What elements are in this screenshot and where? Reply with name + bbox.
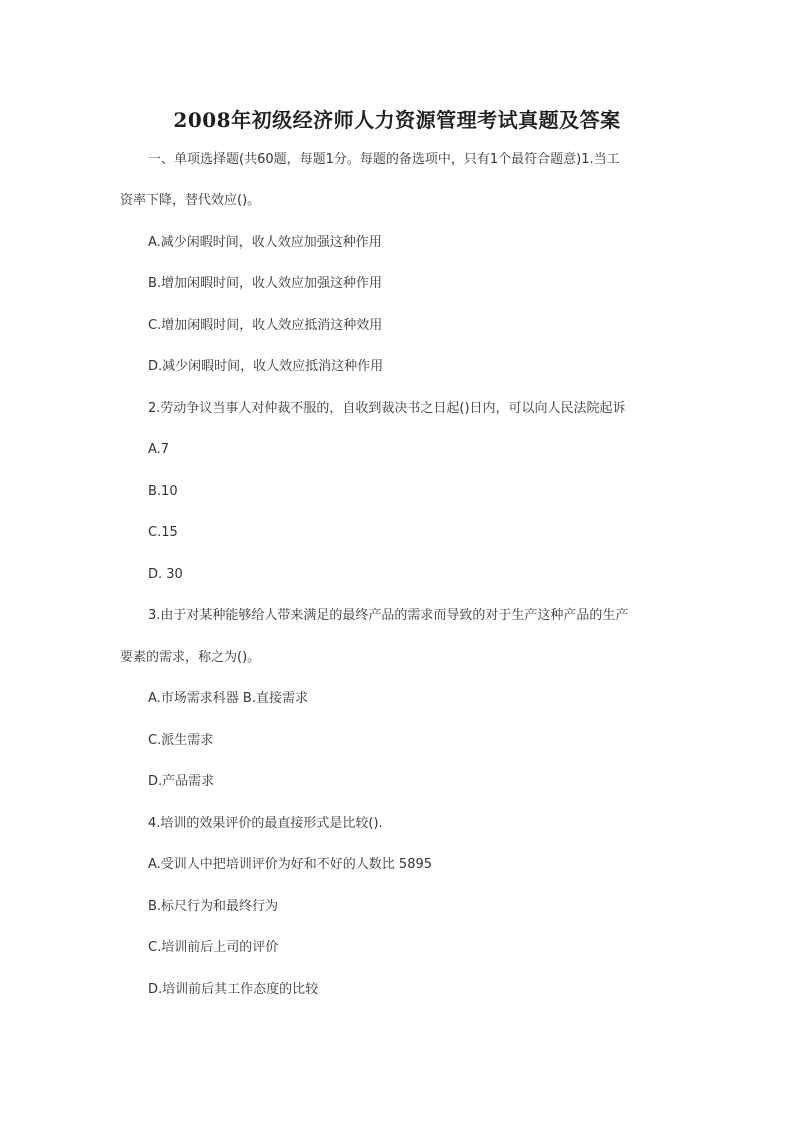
q1-option-a: A.减少闲暇时间，收人效应加强这种作用 bbox=[148, 235, 382, 250]
q2-option-c: C.15 bbox=[148, 525, 178, 540]
q4-option-d: D.培训前后其工作态度的比较 bbox=[148, 982, 319, 997]
q2-option-b: B.10 bbox=[148, 484, 178, 499]
q3-option-d: D.产品需求 bbox=[148, 774, 215, 789]
q3-stem-continued: 要素的需求，称之为()。 bbox=[120, 650, 261, 665]
q4-option-b: B.标尺行为和最终行为 bbox=[148, 899, 279, 914]
q4-stem: 4.培训的效果评价的最直接形式是比较(). bbox=[148, 816, 383, 831]
q1-option-b: B.增加闲暇时间，收人效应加强这种作用 bbox=[148, 276, 383, 291]
q3-option-c: C.派生需求 bbox=[148, 733, 214, 748]
q1-option-c: C.增加闲暇时间，收人效应抵消这种效用 bbox=[148, 318, 383, 333]
q3-stem: 3.由于对某种能够给人带来满足的最终产品的需求而导致的对于生产这种产品的生产 bbox=[148, 608, 629, 623]
q1-option-d: D.减少闲暇时间，收人效应抵消这种作用 bbox=[148, 359, 384, 374]
intro-line-continued: 资率下降，替代效应()。 bbox=[120, 193, 261, 208]
q3-option-ab: A.市场需求科器 B.直接需求 bbox=[148, 691, 308, 706]
q2-stem: 2.劳动争议当事人对仲裁不服的，自收到裁决书之日起()日内，可以向人民法院起诉 bbox=[148, 401, 626, 416]
document-title: 2008年初级经济师人力资源管理考试真题及答案 bbox=[173, 108, 621, 132]
q2-option-d: D. 30 bbox=[148, 567, 183, 582]
q4-option-c: C.培训前后上司的评价 bbox=[148, 940, 279, 955]
intro-line: 一、单项选择题(共60题，每题1分。每题的备选项中，只有1个最符合题意)1.当工 bbox=[148, 152, 620, 167]
q4-option-a: A.受训人中把培训评价为好和不好的人数比 5895 bbox=[148, 857, 433, 872]
q2-option-a: A.7 bbox=[148, 442, 170, 457]
